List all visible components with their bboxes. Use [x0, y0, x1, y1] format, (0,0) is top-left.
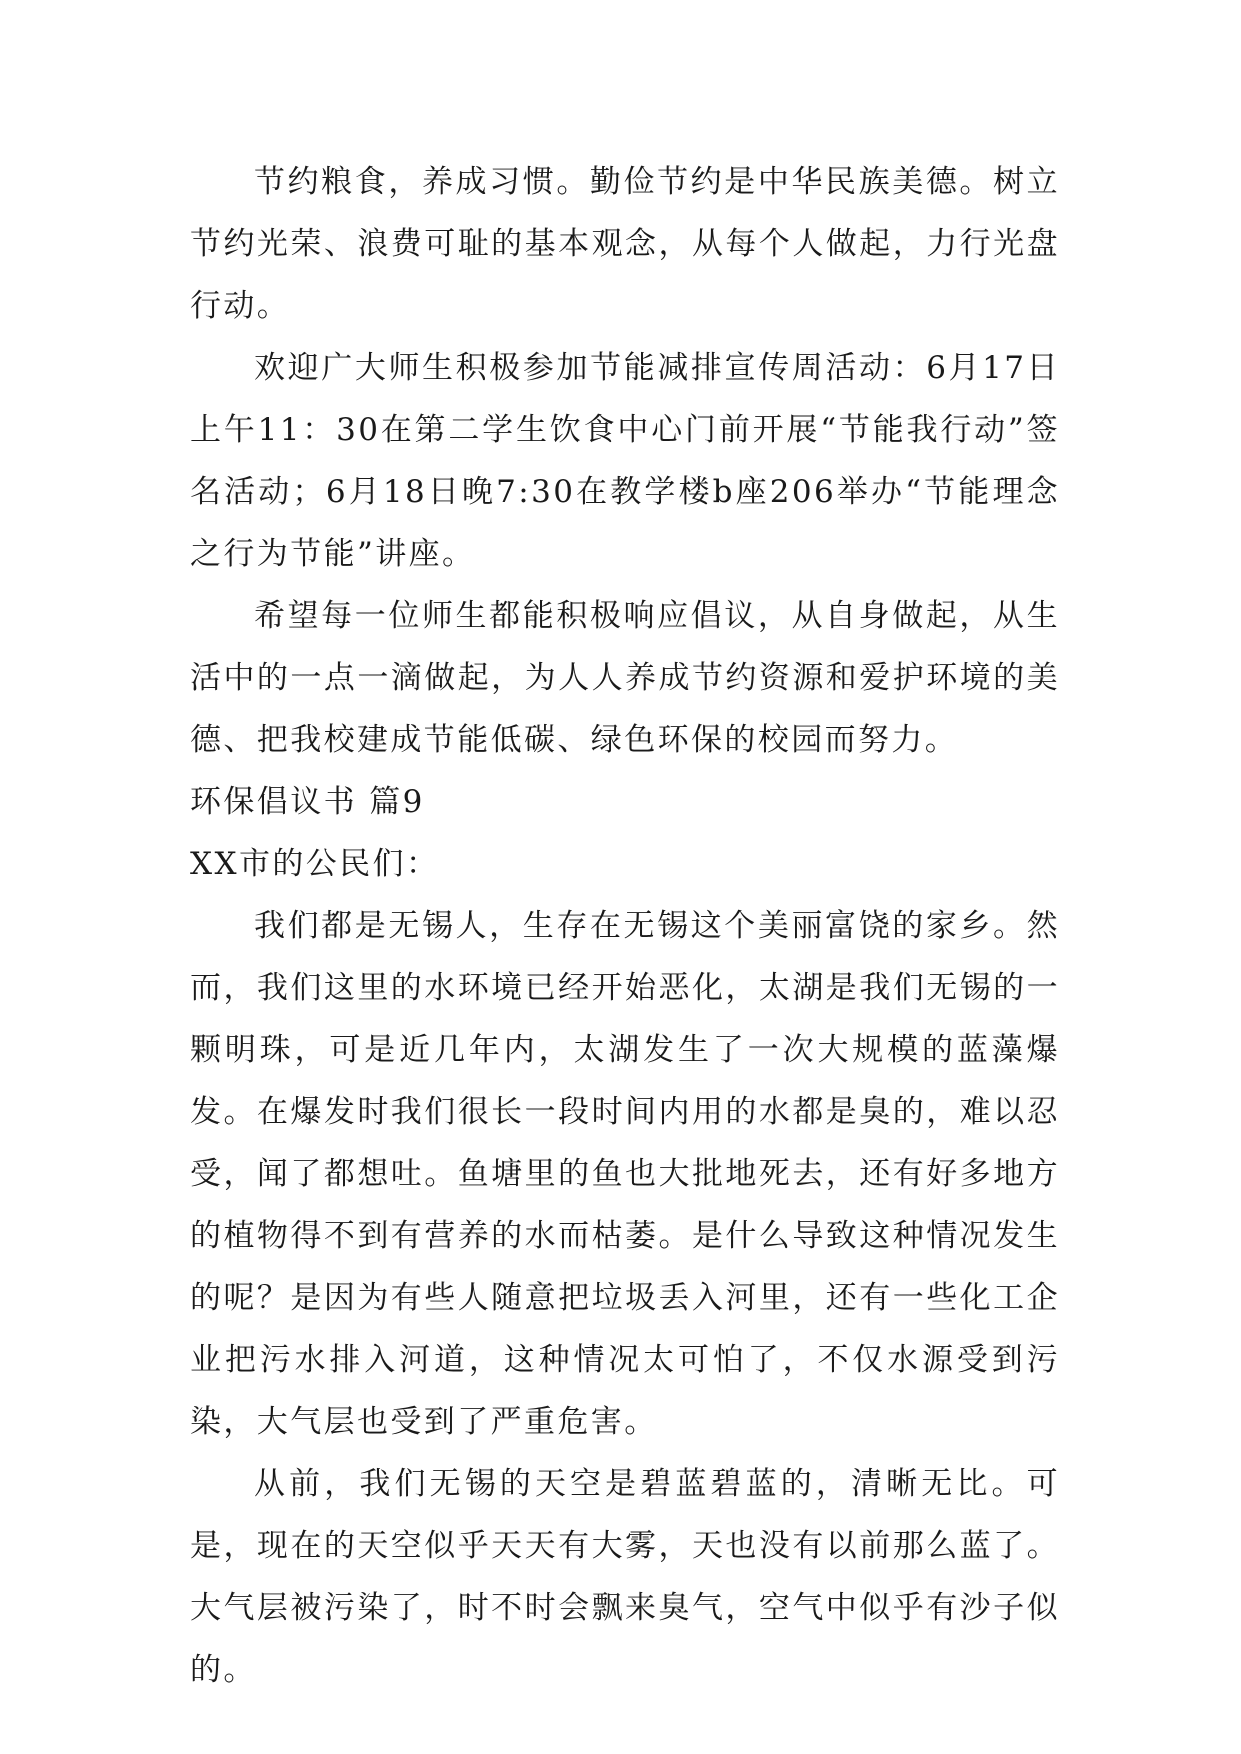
salutation: XX市的公民们：: [190, 846, 440, 882]
paragraph-call-to-action: 希望每一位师生都能积极响应倡议，从自身做起，从生活中的一点一滴做起，为人人养成节约资源和爱护环境的美德、把我校建成节能低碳、绿色环保的校园而努力。: [190, 598, 1060, 758]
paragraph-energy-week: 欢迎广大师生积极参加节能减排宣传周活动：6月17日上午11：30在第二学生饮食中心门前开展“节能我行动”签名活动；6月18日晚7:30在教学楼b座206举办“节能理念之行为节能”讲座。: [190, 350, 1060, 572]
section-heading: 环保倡议书 篇9: [190, 784, 425, 820]
paragraph-air-pollution: 从前，我们无锡的天空是碧蓝碧蓝的，清晰无比。可是，现在的天空似乎天天有大雾，天也没有以前那么蓝了。大气层被污染了，时不时会飘来臭气，空气中似乎有沙子似的。: [190, 1466, 1060, 1688]
paragraph-water-pollution: 我们都是无锡人，生存在无锡这个美丽富饶的家乡。然而，我们这里的水环境已经开始恶化，太湖是我们无锡的一颗明珠，可是近几年内，太湖发生了一次大规模的蓝藻爆发。在爆发时我们很长一段时间内用的水都是臭的，难以忍受，闻了都想吐。鱼塘里的鱼也大批地死去，还有好多地方的植物得不到有营养的水而枯萎。是什么导致这种情况发生的呢？是因为有些人随意把垃圾丢入河里，还有一些化工企业把污水排入河道，这种情况太可怕了，不仅水源受到污染，大气层也受到了严重危害。: [190, 908, 1060, 1440]
paragraph-save-food: 节约粮食，养成习惯。勤俭节约是中华民族美德。树立节约光荣、浪费可耻的基本观念，从每个人做起，力行光盘行动。: [190, 164, 1060, 324]
document-body: [190, 151, 1060, 1701]
